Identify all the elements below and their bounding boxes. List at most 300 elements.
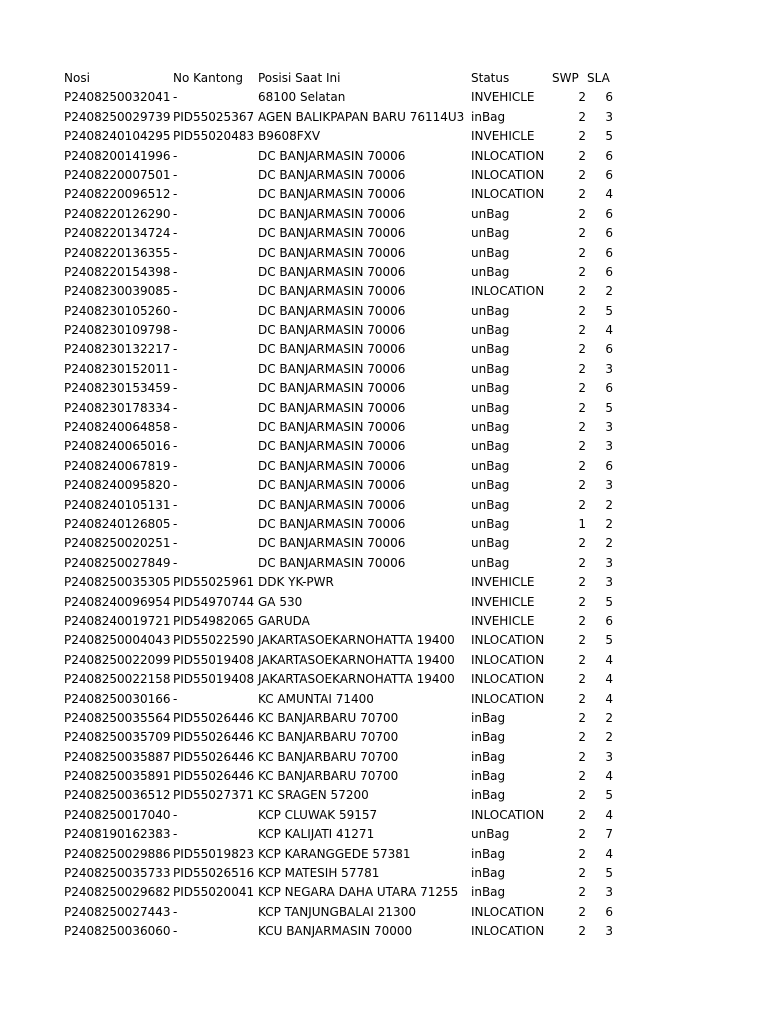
cell-swp: 2 — [578, 710, 586, 725]
cell-posisi-saat-ini: DC BANJARMASIN 70006 — [258, 342, 406, 357]
cell-posisi-saat-ini: DC BANJARMASIN 70006 — [258, 420, 406, 435]
cell-status: INLOCATION — [471, 672, 545, 687]
header-posisi-saat-ini: Posisi Saat Ini — [258, 71, 341, 85]
cell-no-kantong: - — [173, 342, 178, 357]
cell-posisi-saat-ini: KC BANJARBARU 70700 — [258, 730, 399, 745]
cell-posisi-saat-ini: DDK YK-PWR — [258, 575, 334, 590]
header-swp: SWP — [552, 71, 579, 85]
cell-posisi-saat-ini: DC BANJARMASIN 70006 — [258, 264, 406, 279]
cell-status: INVEHICLE — [471, 90, 535, 105]
cell-swp: 2 — [578, 885, 586, 900]
cell-sla: 6 — [605, 613, 613, 628]
table-row — [64, 418, 624, 437]
table-row — [64, 593, 624, 612]
cell-no-kantong: PID55020041 — [173, 885, 255, 900]
table-row — [64, 437, 624, 456]
cell-posisi-saat-ini: DC BANJARMASIN 70006 — [258, 478, 406, 493]
cell-sla: 3 — [605, 555, 613, 570]
cell-swp: 2 — [578, 827, 586, 842]
cell-swp: 2 — [578, 924, 586, 939]
cell-status: INLOCATION — [471, 167, 545, 182]
cell-status: INLOCATION — [471, 904, 545, 919]
cell-nosi: P2408240064858 — [64, 420, 171, 435]
cell-status: inBag — [471, 788, 506, 803]
cell-no-kantong: - — [173, 458, 178, 473]
cell-nosi: P2408250032041 — [64, 90, 171, 105]
cell-posisi-saat-ini: DC BANJARMASIN 70006 — [258, 284, 406, 299]
cell-nosi: P2408240105131 — [64, 497, 171, 512]
cell-no-kantong: PID55019823 — [173, 846, 255, 861]
cell-posisi-saat-ini: KCP KARANGGEDE 57381 — [258, 846, 411, 861]
cell-posisi-saat-ini: DC BANJARMASIN 70006 — [258, 458, 406, 473]
cell-status: inBag — [471, 710, 506, 725]
cell-nosi: P2408240126805 — [64, 516, 171, 531]
cell-sla: 4 — [605, 652, 613, 667]
cell-nosi: P2408240104295 — [64, 129, 171, 144]
cell-no-kantong: - — [173, 361, 178, 376]
cell-swp: 2 — [578, 458, 586, 473]
cell-swp: 2 — [578, 788, 586, 803]
cell-no-kantong: - — [173, 516, 178, 531]
cell-nosi: P2408230109798 — [64, 323, 171, 338]
cell-swp: 2 — [578, 672, 586, 687]
cell-swp: 2 — [578, 167, 586, 182]
cell-no-kantong: - — [173, 245, 178, 260]
cell-nosi: P2408190162383 — [64, 827, 171, 842]
cell-posisi-saat-ini: KC SRAGEN 57200 — [258, 788, 369, 803]
cell-nosi: P2408250004043 — [64, 633, 171, 648]
cell-status: inBag — [471, 885, 506, 900]
table-row — [64, 360, 624, 379]
table-row — [64, 806, 624, 825]
cell-nosi: P2408230039085 — [64, 284, 171, 299]
table-row — [64, 845, 624, 864]
cell-posisi-saat-ini: KC BANJARBARU 70700 — [258, 769, 399, 784]
table-row — [64, 515, 624, 534]
header-nosi: Nosi — [64, 71, 90, 85]
cell-status: INLOCATION — [471, 924, 545, 939]
cell-nosi: P2408220136355 — [64, 245, 171, 260]
cell-status: unBag — [471, 381, 510, 396]
cell-posisi-saat-ini: KCP KALIJATI 41271 — [258, 827, 375, 842]
cell-sla: 4 — [605, 807, 613, 822]
cell-status: INVEHICLE — [471, 594, 535, 609]
cell-swp: 2 — [578, 264, 586, 279]
table-row — [64, 321, 624, 340]
table-row — [64, 205, 624, 224]
cell-nosi: P2408250035709 — [64, 730, 171, 745]
cell-sla: 5 — [605, 400, 613, 415]
table-row — [64, 496, 624, 515]
cell-no-kantong: - — [173, 187, 178, 202]
table-row — [64, 864, 624, 883]
table-row — [64, 748, 624, 767]
cell-no-kantong: - — [173, 381, 178, 396]
cell-status: unBag — [471, 303, 510, 318]
cell-no-kantong: - — [173, 420, 178, 435]
cell-posisi-saat-ini: KC AMUNTAI 71400 — [258, 691, 374, 706]
cell-status: INLOCATION — [471, 691, 545, 706]
cell-no-kantong: - — [173, 400, 178, 415]
cell-posisi-saat-ini: JAKARTASOEKARNOHATTA 19400 — [258, 672, 455, 687]
table-row — [64, 883, 624, 902]
cell-nosi: P2408220126290 — [64, 206, 171, 221]
cell-nosi: P2408220007501 — [64, 167, 171, 182]
cell-no-kantong: - — [173, 303, 178, 318]
cell-swp: 2 — [578, 420, 586, 435]
cell-swp: 2 — [578, 478, 586, 493]
cell-posisi-saat-ini: KC BANJARBARU 70700 — [258, 749, 399, 764]
cell-swp: 2 — [578, 400, 586, 415]
cell-sla: 5 — [605, 866, 613, 881]
cell-status: unBag — [471, 478, 510, 493]
cell-no-kantong: PID55026516 — [173, 866, 255, 881]
cell-status: unBag — [471, 323, 510, 338]
cell-swp: 2 — [578, 361, 586, 376]
cell-nosi: P2408240095820 — [64, 478, 171, 493]
cell-status: unBag — [471, 827, 510, 842]
cell-no-kantong: PID55026446 — [173, 749, 255, 764]
cell-posisi-saat-ini: KCU BANJARMASIN 70000 — [258, 924, 413, 939]
cell-sla: 6 — [605, 90, 613, 105]
cell-posisi-saat-ini: DC BANJARMASIN 70006 — [258, 555, 406, 570]
cell-posisi-saat-ini: DC BANJARMASIN 70006 — [258, 516, 406, 531]
cell-status: INLOCATION — [471, 633, 545, 648]
cell-nosi: P2408220154398 — [64, 264, 171, 279]
cell-no-kantong: - — [173, 264, 178, 279]
cell-nosi: P2408250029886 — [64, 846, 171, 861]
cell-posisi-saat-ini: DC BANJARMASIN 70006 — [258, 381, 406, 396]
cell-posisi-saat-ini: DC BANJARMASIN 70006 — [258, 400, 406, 415]
cell-nosi: P2408230178334 — [64, 400, 171, 415]
cell-nosi: P2408240067819 — [64, 458, 171, 473]
cell-posisi-saat-ini: DC BANJARMASIN 70006 — [258, 167, 406, 182]
cell-no-kantong: PID55026446 — [173, 730, 255, 745]
cell-swp: 2 — [578, 148, 586, 163]
cell-sla: 3 — [605, 420, 613, 435]
table-row — [64, 476, 624, 495]
cell-nosi: P2408250029739 — [64, 109, 171, 124]
cell-swp: 2 — [578, 575, 586, 590]
table-row — [64, 534, 624, 553]
cell-swp: 2 — [578, 691, 586, 706]
table-row — [64, 922, 624, 941]
table-row — [64, 147, 624, 166]
cell-no-kantong: - — [173, 148, 178, 163]
cell-nosi: P2408200141996 — [64, 148, 171, 163]
cell-status: unBag — [471, 400, 510, 415]
cell-posisi-saat-ini: GARUDA — [258, 613, 310, 628]
cell-sla: 6 — [605, 904, 613, 919]
cell-nosi: P2408250030166 — [64, 691, 171, 706]
table-row — [64, 670, 624, 689]
cell-no-kantong: - — [173, 691, 178, 706]
cell-sla: 2 — [605, 536, 613, 551]
cell-posisi-saat-ini: JAKARTASOEKARNOHATTA 19400 — [258, 633, 455, 648]
cell-posisi-saat-ini: DC BANJARMASIN 70006 — [258, 323, 406, 338]
cell-swp: 2 — [578, 769, 586, 784]
table-row — [64, 127, 624, 146]
cell-no-kantong: - — [173, 555, 178, 570]
cell-nosi: P2408250035887 — [64, 749, 171, 764]
cell-sla: 4 — [605, 672, 613, 687]
cell-nosi: P2408250017040 — [64, 807, 171, 822]
cell-swp: 1 — [578, 516, 586, 531]
cell-nosi: P2408220096512 — [64, 187, 171, 202]
cell-sla: 7 — [605, 827, 613, 842]
table-row — [64, 631, 624, 650]
cell-status: unBag — [471, 264, 510, 279]
cell-no-kantong: - — [173, 439, 178, 454]
cell-sla: 6 — [605, 264, 613, 279]
header-no-kantong: No Kantong — [173, 71, 244, 85]
cell-swp: 2 — [578, 129, 586, 144]
table-row — [64, 399, 624, 418]
cell-swp: 2 — [578, 284, 586, 299]
cell-sla: 4 — [605, 769, 613, 784]
cell-sla: 2 — [605, 710, 613, 725]
cell-no-kantong: - — [173, 90, 178, 105]
cell-posisi-saat-ini: DC BANJARMASIN 70006 — [258, 245, 406, 260]
cell-swp: 2 — [578, 342, 586, 357]
cell-nosi: P2408250036060 — [64, 924, 171, 939]
cell-no-kantong: - — [173, 284, 178, 299]
cell-posisi-saat-ini: 68100 Selatan — [258, 90, 346, 105]
cell-swp: 2 — [578, 652, 586, 667]
cell-sla: 6 — [605, 167, 613, 182]
cell-sla: 4 — [605, 323, 613, 338]
table-row — [64, 728, 624, 747]
table-row — [64, 166, 624, 185]
cell-sla: 6 — [605, 226, 613, 241]
cell-status: inBag — [471, 866, 506, 881]
cell-swp: 2 — [578, 904, 586, 919]
table-row — [64, 767, 624, 786]
cell-swp: 2 — [578, 555, 586, 570]
cell-status: unBag — [471, 439, 510, 454]
cell-swp: 2 — [578, 497, 586, 512]
cell-sla: 6 — [605, 381, 613, 396]
cell-status: inBag — [471, 109, 506, 124]
cell-sla: 5 — [605, 594, 613, 609]
table-row — [64, 108, 624, 127]
cell-nosi: P2408220134724 — [64, 226, 171, 241]
cell-status: INLOCATION — [471, 652, 545, 667]
cell-status: INVEHICLE — [471, 613, 535, 628]
cell-nosi: P2408240065016 — [64, 439, 171, 454]
cell-swp: 2 — [578, 613, 586, 628]
cell-no-kantong: PID55026446 — [173, 769, 255, 784]
cell-posisi-saat-ini: DC BANJARMASIN 70006 — [258, 303, 406, 318]
cell-no-kantong: - — [173, 323, 178, 338]
cell-posisi-saat-ini: GA 530 — [258, 594, 303, 609]
cell-sla: 5 — [605, 303, 613, 318]
cell-status: INVEHICLE — [471, 575, 535, 590]
cell-posisi-saat-ini: KC BANJARBARU 70700 — [258, 710, 399, 725]
cell-swp: 2 — [578, 846, 586, 861]
cell-status: unBag — [471, 536, 510, 551]
cell-status: unBag — [471, 497, 510, 512]
cell-no-kantong: - — [173, 167, 178, 182]
table-row — [64, 554, 624, 573]
cell-status: unBag — [471, 245, 510, 260]
cell-sla: 6 — [605, 245, 613, 260]
table-row — [64, 903, 624, 922]
table-row — [64, 224, 624, 243]
cell-swp: 2 — [578, 245, 586, 260]
cell-sla: 4 — [605, 187, 613, 202]
header-status: Status — [471, 71, 510, 85]
cell-no-kantong: - — [173, 497, 178, 512]
cell-nosi: P2408250022099 — [64, 652, 171, 667]
cell-status: INVEHICLE — [471, 129, 535, 144]
cell-nosi: P2408250027443 — [64, 904, 171, 919]
cell-nosi: P2408240096954 — [64, 594, 171, 609]
cell-sla: 2 — [605, 516, 613, 531]
cell-status: unBag — [471, 420, 510, 435]
cell-nosi: P2408240019721 — [64, 613, 171, 628]
cell-swp: 2 — [578, 749, 586, 764]
cell-posisi-saat-ini: DC BANJARMASIN 70006 — [258, 187, 406, 202]
cell-swp: 2 — [578, 187, 586, 202]
cell-nosi: P2408250035564 — [64, 710, 171, 725]
cell-status: inBag — [471, 749, 506, 764]
table-row — [64, 88, 624, 107]
cell-status: unBag — [471, 206, 510, 221]
cell-no-kantong: PID55026446 — [173, 710, 255, 725]
cell-posisi-saat-ini: KCP CLUWAK 59157 — [258, 807, 378, 822]
cell-posisi-saat-ini: DC BANJARMASIN 70006 — [258, 497, 406, 512]
cell-status: inBag — [471, 846, 506, 861]
cell-status: unBag — [471, 361, 510, 376]
cell-swp: 2 — [578, 381, 586, 396]
cell-sla: 3 — [605, 924, 613, 939]
cell-posisi-saat-ini: DC BANJARMASIN 70006 — [258, 206, 406, 221]
cell-sla: 3 — [605, 478, 613, 493]
cell-status: inBag — [471, 769, 506, 784]
table-header-row — [64, 69, 624, 88]
cell-no-kantong: - — [173, 904, 178, 919]
cell-sla: 3 — [605, 361, 613, 376]
cell-posisi-saat-ini: DC BANJARMASIN 70006 — [258, 226, 406, 241]
cell-nosi: P2408250020251 — [64, 536, 171, 551]
table-body — [64, 88, 624, 941]
table-row — [64, 457, 624, 476]
table-row — [64, 263, 624, 282]
cell-posisi-saat-ini: B9608FXV — [258, 129, 321, 144]
cell-swp: 2 — [578, 594, 586, 609]
cell-sla: 2 — [605, 497, 613, 512]
table-row — [64, 690, 624, 709]
cell-no-kantong: PID55025367 — [173, 109, 255, 124]
table-row — [64, 786, 624, 805]
cell-status: unBag — [471, 342, 510, 357]
cell-nosi: P2408230132217 — [64, 342, 171, 357]
cell-nosi: P2408250035733 — [64, 866, 171, 881]
cell-no-kantong: PID55027371 — [173, 788, 255, 803]
cell-posisi-saat-ini: DC BANJARMASIN 70006 — [258, 361, 406, 376]
cell-swp: 2 — [578, 866, 586, 881]
cell-status: INLOCATION — [471, 284, 545, 299]
cell-nosi: P2408250027849 — [64, 555, 171, 570]
cell-status: unBag — [471, 555, 510, 570]
cell-swp: 2 — [578, 536, 586, 551]
cell-sla: 5 — [605, 129, 613, 144]
table-row — [64, 340, 624, 359]
cell-sla: 2 — [605, 730, 613, 745]
cell-sla: 3 — [605, 575, 613, 590]
cell-no-kantong: - — [173, 807, 178, 822]
cell-sla: 3 — [605, 109, 613, 124]
cell-sla: 3 — [605, 885, 613, 900]
cell-sla: 6 — [605, 342, 613, 357]
cell-posisi-saat-ini: JAKARTASOEKARNOHATTA 19400 — [258, 652, 455, 667]
table-row — [64, 379, 624, 398]
cell-swp: 2 — [578, 730, 586, 745]
cell-sla: 6 — [605, 148, 613, 163]
cell-swp: 2 — [578, 90, 586, 105]
cell-no-kantong: - — [173, 827, 178, 842]
cell-sla: 2 — [605, 284, 613, 299]
cell-status: inBag — [471, 730, 506, 745]
cell-nosi: P2408250022158 — [64, 672, 171, 687]
cell-swp: 2 — [578, 226, 586, 241]
cell-status: unBag — [471, 226, 510, 241]
cell-no-kantong: PID54982065 — [173, 613, 255, 628]
table-row — [64, 709, 624, 728]
cell-swp: 2 — [578, 633, 586, 648]
cell-swp: 2 — [578, 807, 586, 822]
cell-nosi: P2408250036512 — [64, 788, 171, 803]
cell-no-kantong: - — [173, 536, 178, 551]
cell-sla: 6 — [605, 458, 613, 473]
cell-nosi: P2408230105260 — [64, 303, 171, 318]
cell-sla: 4 — [605, 846, 613, 861]
cell-nosi: P2408250029682 — [64, 885, 171, 900]
cell-posisi-saat-ini: DC BANJARMASIN 70006 — [258, 439, 406, 454]
cell-sla: 3 — [605, 749, 613, 764]
cell-posisi-saat-ini: KCP NEGARA DAHA UTARA 71255 — [258, 885, 459, 900]
cell-status: INLOCATION — [471, 148, 545, 163]
shipment-table — [64, 69, 624, 942]
cell-no-kantong: - — [173, 924, 178, 939]
cell-swp: 2 — [578, 206, 586, 221]
cell-status: unBag — [471, 516, 510, 531]
cell-no-kantong: PID55019408 — [173, 672, 255, 687]
cell-nosi: P2408230153459 — [64, 381, 171, 396]
cell-status: INLOCATION — [471, 807, 545, 822]
cell-no-kantong: PID54970744 — [173, 594, 255, 609]
cell-no-kantong: PID55020483 — [173, 129, 255, 144]
cell-posisi-saat-ini: DC BANJARMASIN 70006 — [258, 536, 406, 551]
cell-swp: 2 — [578, 439, 586, 454]
cell-no-kantong: - — [173, 226, 178, 241]
cell-nosi: P2408230152011 — [64, 361, 171, 376]
table-row — [64, 612, 624, 631]
table-row — [64, 185, 624, 204]
table-row — [64, 573, 624, 592]
cell-swp: 2 — [578, 303, 586, 318]
cell-posisi-saat-ini: KCP MATESIH 57781 — [258, 866, 380, 881]
cell-posisi-saat-ini: AGEN BALIKPAPAN BARU 76114U3 — [258, 109, 465, 124]
table-row — [64, 282, 624, 301]
cell-sla: 6 — [605, 206, 613, 221]
table-row — [64, 302, 624, 321]
cell-no-kantong: PID55022590 — [173, 633, 255, 648]
cell-posisi-saat-ini: KCP TANJUNGBALAI 21300 — [258, 904, 416, 919]
cell-no-kantong: - — [173, 478, 178, 493]
table-row — [64, 244, 624, 263]
